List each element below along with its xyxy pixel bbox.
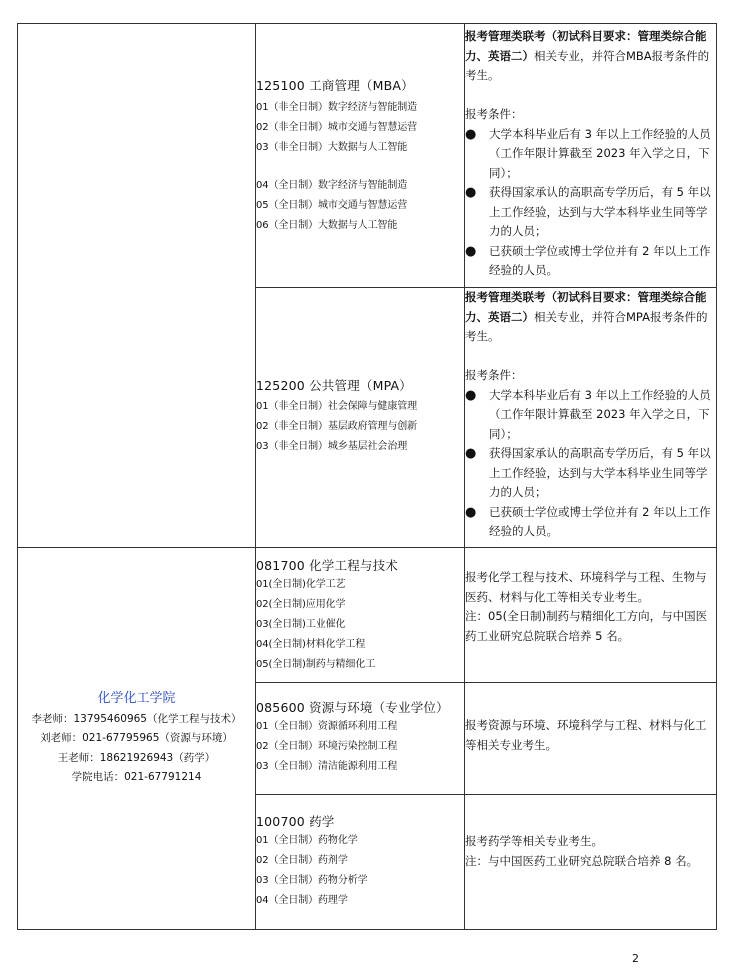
requirement-rest: 相关专业，并符合MPA报考条件的考生。 — [465, 309, 708, 343]
school-name: 化学化工学院 — [97, 690, 176, 706]
school-cell-management — [18, 24, 256, 548]
program-title: 100700 药学 — [256, 814, 335, 829]
direction-item: 02（非全日制）基层政府管理与创新 — [256, 421, 418, 432]
bullet-icon: ● — [465, 446, 477, 461]
direction-item: 02（全日制）环境污染控制工程 — [256, 741, 398, 752]
requirement-cell-mpa — [465, 288, 717, 548]
program-title-mpa: 125200 公共管理（MPA） — [256, 378, 412, 393]
direction-item: 05(全日制)制药与精细化工 — [256, 659, 376, 670]
school-cell-chem — [18, 548, 256, 930]
requirement-rest: 相关专业，并符合MBA报考条件的考生。 — [465, 48, 710, 82]
direction-item: 05（全日制）城市交通与智慧运营 — [256, 200, 408, 211]
condition-item: ● 获得国家承认的高职高专学历后，有 5 年以上工作经验，达到与大学本科毕业生同等学力的人员； — [465, 183, 716, 242]
condition-item: ● 已获硕士学位或博士学位并有 2 年以上工作经验的人员。 — [465, 242, 716, 281]
requirement-text: 报考药学等相关专业考生。 — [465, 834, 603, 848]
requirement-bold: 报考管理类联考（初试科目要求：管理类综合能力、英语二） — [465, 29, 707, 63]
requirement-cell-resources — [465, 683, 717, 795]
requirement-note: 注：与中国医药工业研究总院联合培养 8 名。 — [465, 853, 699, 868]
requirement-cell-mba — [465, 24, 717, 288]
requirement-bold: 报考管理类联考（初试科目要求：管理类综合能力、英语二） — [465, 290, 707, 324]
direction-item: 02(全日制)应用化学 — [256, 599, 346, 610]
requirement-note: 注：05(全日制)制药与精细化工方向，与中国医药工业研究总院联合培养 5 名。 — [465, 609, 708, 643]
direction-item: 04（全日制）数字经济与智能制造 — [256, 180, 408, 191]
condition-item: ● 已获硕士学位或博士学位并有 2 年以上工作经验的人员。 — [465, 503, 716, 542]
direction-item: 01（全日制）药物化学 — [256, 835, 358, 846]
direction-item: 01（全日制）资源循环利用工程 — [256, 721, 398, 732]
program-title: 085600 资源与环境（专业学位） — [256, 700, 449, 715]
contact-line: 李老师：13795460965（化学工程与技术） — [31, 712, 242, 725]
program-cell-pharmacy — [256, 795, 465, 930]
program-title-mba: 125100 工商管理（MBA） — [256, 78, 414, 93]
program-cell-resources — [256, 683, 465, 795]
bullet-icon: ● — [465, 504, 477, 520]
page-number: 2 — [632, 952, 639, 965]
admissions-table — [17, 23, 717, 930]
contact-line: 王老师：18621926943（药学） — [57, 751, 216, 764]
condition-item: ● 大学本科毕业后有 3 年以上工作经验的人员（工作年限计算截至 2023 年入学之日，下同）； — [465, 386, 716, 445]
requirement-text — [465, 288, 716, 347]
condition-label: 报考条件： — [465, 107, 523, 121]
bullet-icon: ● — [465, 185, 477, 200]
condition-item: ● 大学本科毕业后有 3 年以上工作经验的人员（工作年限计算截至 2023 年入学之日，下同）； — [465, 125, 716, 184]
direction-item: 04(全日制)材料化学工程 — [256, 639, 366, 650]
direction-item: 02（全日制）药剂学 — [256, 855, 348, 866]
bullet-icon: ● — [465, 126, 477, 142]
requirement-cell-chem-eng — [465, 548, 717, 683]
contact-line: 刘老师：021-67795965（资源与环境） — [40, 732, 233, 744]
requirement-text: 报考资源与环境、环境科学与工程、材料与化工等相关专业考生。 — [465, 718, 707, 752]
direction-item: 03(全日制)工业催化 — [256, 619, 346, 630]
direction-item: 01（非全日制）数字经济与智能制造 — [256, 102, 418, 113]
contact-line: 学院电话：021-67791214 — [71, 771, 202, 783]
direction-item: 02（非全日制）城市交通与智慧运营 — [256, 122, 418, 133]
condition-label: 报考条件： — [465, 368, 523, 382]
direction-item: 01(全日制)化学工艺 — [256, 579, 346, 590]
bullet-icon: ● — [465, 387, 477, 403]
direction-item: 06（全日制）大数据与人工智能 — [256, 220, 398, 231]
direction-item: 03（全日制）药物分析学 — [256, 875, 368, 886]
program-cell-mba — [256, 24, 465, 288]
program-cell-mpa — [256, 288, 465, 548]
direction-item: 03（全日制）清洁能源利用工程 — [256, 761, 398, 772]
row-chem-eng — [18, 548, 717, 683]
program-title: 081700 化学工程与技术 — [256, 558, 398, 573]
direction-item: 03（非全日制）城乡基层社会治理 — [256, 441, 408, 452]
requirement-text — [465, 27, 716, 86]
requirement-text: 报考化学工程与技术、环境科学与工程、生物与医药、材料与化工等相关专业考生。 — [465, 570, 707, 604]
direction-item: 04（全日制）药理学 — [256, 895, 348, 906]
program-cell-chem-eng — [256, 548, 465, 683]
requirement-cell-pharmacy — [465, 795, 717, 930]
bullet-icon: ● — [465, 243, 477, 259]
condition-item: ● 获得国家承认的高职高专学历后，有 5 年以上工作经验，达到与大学本科毕业生同等学力的人员； — [465, 444, 716, 503]
row-mba — [18, 24, 717, 288]
direction-item: 03（非全日制）大数据与人工智能 — [256, 142, 408, 153]
direction-item: 01（非全日制）社会保障与健康管理 — [256, 401, 418, 412]
